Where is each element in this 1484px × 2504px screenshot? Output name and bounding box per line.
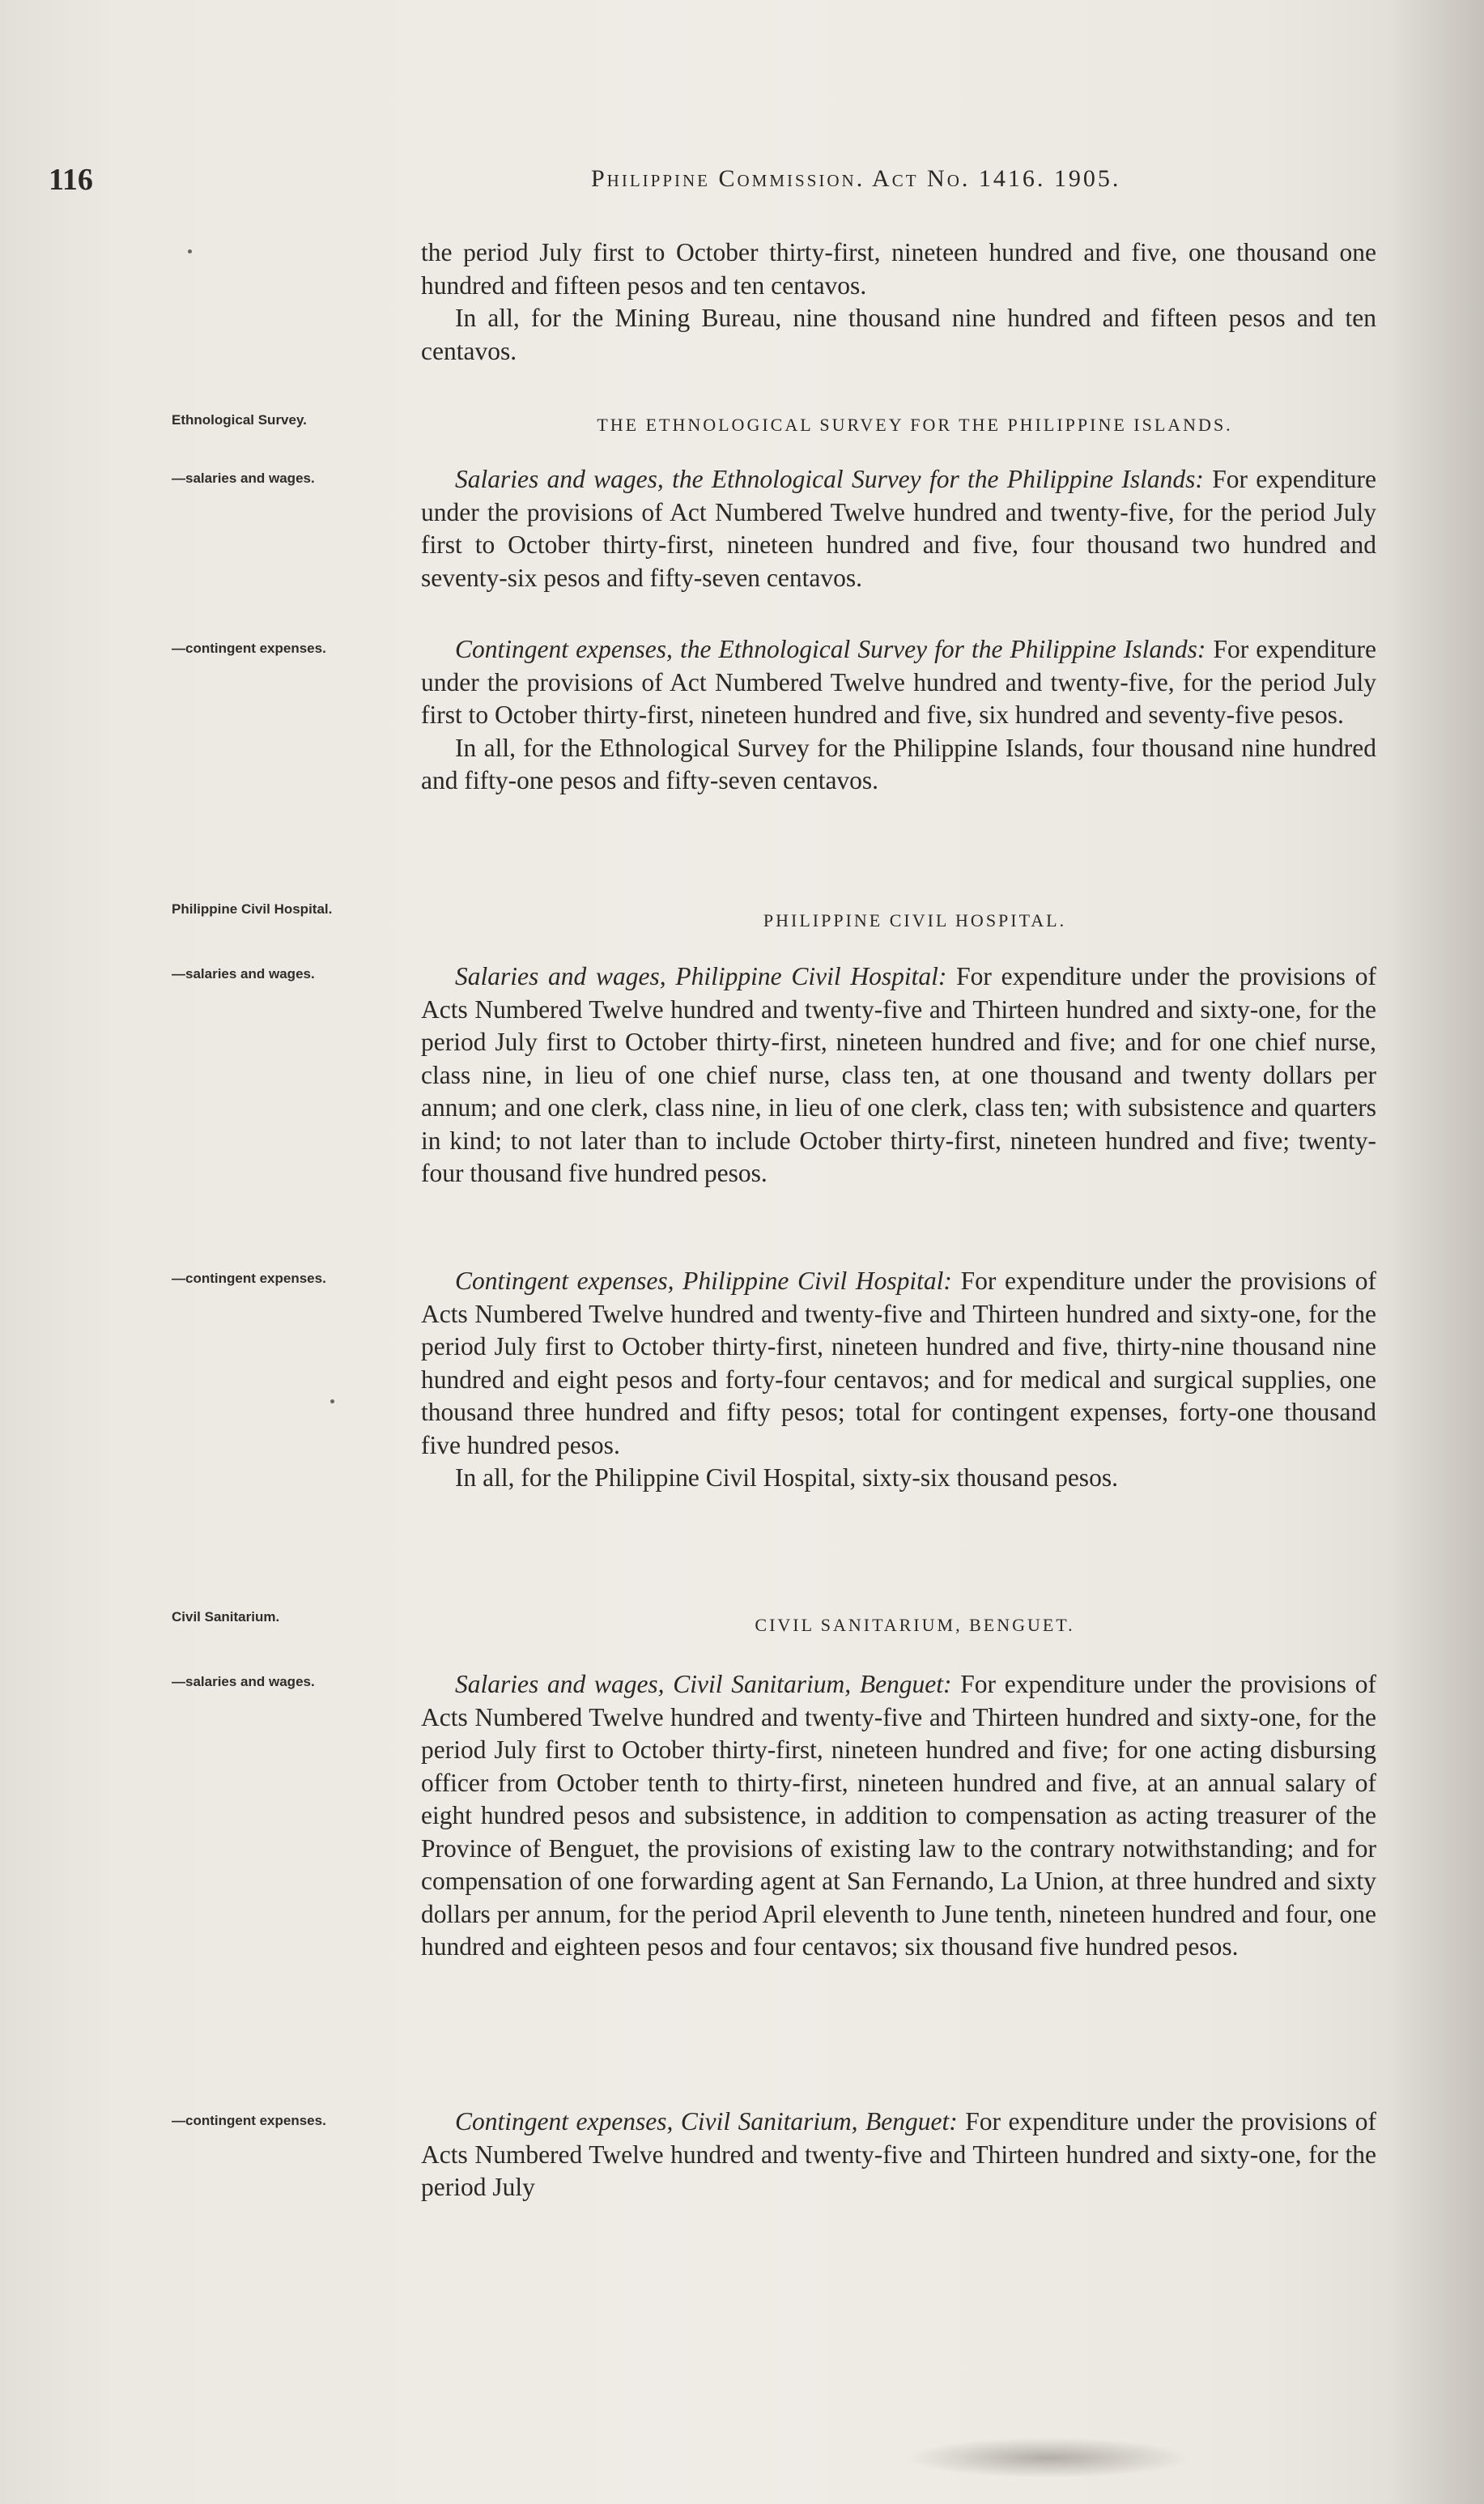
total-paragraph: In all, for the Mining Bureau, nine thousand nine hundred and fifteen pesos and ten centavos. (421, 304, 1376, 365)
hospital-contingent (421, 1265, 1376, 1495)
section-heading: THE ETHNOLOGICAL SURVEY FOR THE PHILIPPINE ISLANDS. (597, 415, 1233, 435)
total-paragraph: In all, for the Ethnological Survey for the Philippine Islands, four thousand nine hundred and fifty-one pesos and fifty-seven centavos. (421, 733, 1376, 794)
mining-bureau-continuation (421, 236, 1376, 368)
margin-note-salaries: —salaries and wages. (172, 966, 315, 982)
paragraph-lead: Contingent expenses, Philippine Civil Hospital: (455, 1267, 952, 1295)
paragraph-lead: Salaries and wages, Civil Sanitarium, Benguet: (455, 1670, 952, 1698)
body-paragraph (421, 1668, 1376, 1964)
paragraph-text: For expenditure under the provisions of Act Numbered Twelve hundred and twenty-five, for the period July first to October thirty-first, nineteen hundred and five, four thousand two hundred and seventy-six pesos and fifty-seven centavos. (421, 465, 1376, 592)
margin-note-salaries: —salaries and wages. (172, 1674, 315, 1689)
ethnological-salaries (421, 463, 1376, 594)
paragraph-text: For expenditure under the provisions of Acts Numbered Twelve hundred and twenty-five and Thirteen hundred and sixty-one, for the period July first to October thirty-first, nineteen hundred and five, thirty-nine thousand nine hundred and eight pesos and forty-four centavos; and for medical and surgical supplies, one thousand three hundred and fifty pesos; total for contingent expenses, forty-one thousand five hundred pesos. (421, 1267, 1376, 1459)
paragraph-text: For expenditure under the provisions of Acts Numbered Twelve hundred and twenty-five and Thirteen hundred and sixty-one, for the period July (421, 2107, 1376, 2201)
total-paragraph: In all, for the Philippine Civil Hospital, sixty-six thousand pesos. (455, 1463, 1118, 1492)
margin-note-contingent: —contingent expenses. (172, 1271, 326, 1286)
paragraph-text: For expenditure under the provisions of Acts Numbered Twelve hundred and twenty-five and Thirteen hundred and sixty-one, for the period July first to October thirty-first, nineteen hundred and five; and for one chief nurse, class nine, in lieu of one chief nurse, class ten, at one thousand and twenty dollars per annum; and one clerk, class nine, in lieu of one clerk, class ten; with subsistence and quarters in kind; to not later than to include October thirty-first, nineteen hundred and five; twenty-four thousand five hundred pesos. (421, 962, 1377, 1187)
section-heading: PHILIPPINE CIVIL HOSPITAL. (763, 910, 1067, 930)
paragraph-text: For expenditure under the provisions of Act Numbered Twelve hundred and twenty-five, for the period July first to October thirty-first, nineteen hundred and five, six hundred and seventy-five pesos. (421, 635, 1376, 729)
body-paragraph (421, 633, 1376, 732)
paragraph-lead: Salaries and wages, the Ethnological Survey for the Philippine Islands: (455, 465, 1204, 493)
hospital-salaries (421, 960, 1376, 1190)
paragraph-lead: Salaries and wages, Philippine Civil Hospital: (455, 962, 947, 990)
page-edge-shadow (1387, 0, 1484, 2504)
section-heading-sanitarium (421, 1615, 1376, 1636)
ethnological-contingent (421, 633, 1376, 798)
ink-speck (188, 249, 192, 253)
ink-speck (330, 1399, 334, 1403)
sanitarium-salaries (421, 1668, 1376, 1964)
body-paragraph (421, 1265, 1376, 1462)
section-heading: CIVIL SANITARIUM, BENGUET. (755, 1615, 1075, 1635)
margin-note-contingent: —contingent expenses. (172, 641, 326, 656)
page-header (49, 162, 1312, 202)
paragraph-lead: Contingent expenses, the Ethnological Survey for the Philippine Islands: (455, 635, 1206, 663)
sanitarium-contingent (421, 2106, 1376, 2204)
page-number: 116 (49, 163, 93, 197)
body-paragraph (421, 463, 1376, 594)
paragraph-text: For expenditure under the provisions of Acts Numbered Twelve hundred and twenty-five and Thirteen hundred and sixty-one, for the period July first to October thirty-first, nineteen hundred and five; for one acting disbursing officer from October tenth to thirty-first, nineteen hundred and five, at an annual salary of eight hundred pesos and subsistence, in addition to compensation as acting treasurer of the Province of Benguet, the provisions of existing law to the contrary notwithstanding; and for compensation of one forwarding agent at San Fernando, La Union, at three hundred and sixty dollars per annum, for the period April eleventh to June tenth, nineteen hundred and four, one hundred and eighteen pesos and four centavos; six thousand five hundred pesos. (421, 1670, 1376, 1961)
body-paragraph (421, 2106, 1376, 2204)
body-paragraph: the period July first to October thirty-first, nineteen hundred and five, one thousand one hundred and fifteen pesos and ten centavos. (421, 238, 1376, 300)
margin-note-salaries: —salaries and wages. (172, 471, 315, 486)
margin-note-civil-hospital: Philippine Civil Hospital. (172, 901, 333, 917)
section-heading-hospital (421, 910, 1376, 931)
scan-smudge (907, 2438, 1190, 2478)
running-head: Philippine Commission. Act No. 1416. 1905. (591, 165, 1121, 192)
body-paragraph (421, 960, 1376, 1190)
margin-note-ethnological-survey: Ethnological Survey. (172, 412, 307, 428)
paragraph-lead: Contingent expenses, Civil Sanitarium, Benguet: (455, 2107, 958, 2136)
margin-note-civil-sanitarium: Civil Sanitarium. (172, 1609, 280, 1625)
margin-note-contingent: —contingent expenses. (172, 2113, 326, 2128)
section-heading-ethnological (421, 415, 1376, 436)
